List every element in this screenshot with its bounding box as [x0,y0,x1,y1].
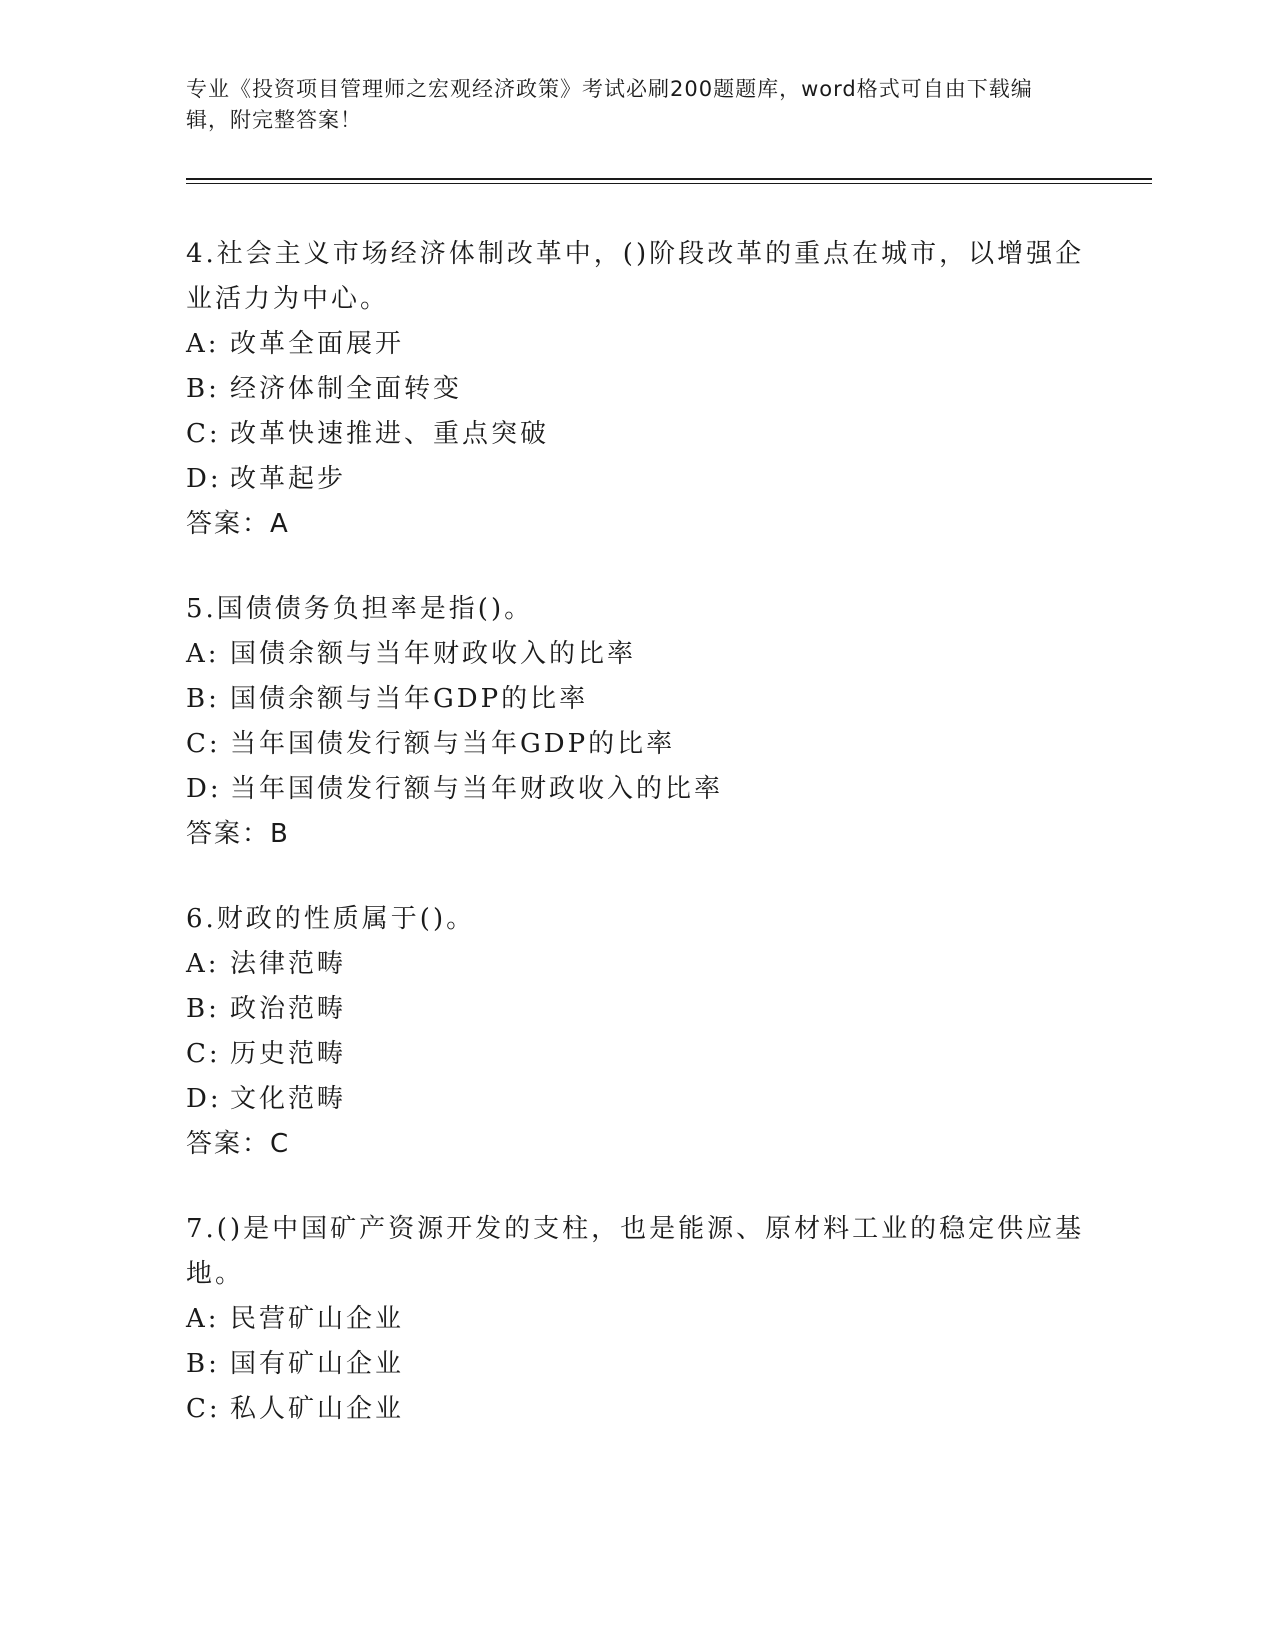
answer: 答案：A [186,509,290,539]
option-b [186,367,1086,412]
answer: 答案：C [186,1129,291,1159]
option-text: 当年国债发行额与当年GDP的比率 [230,729,676,759]
header-divider-top [186,178,1152,180]
option-text: 经济体制全面转变 [230,374,463,404]
option-key: A: [186,1304,220,1334]
option-text: 国债余额与当年财政收入的比率 [230,639,637,669]
option-key: B: [186,684,220,714]
option-key: A: [186,639,220,669]
option-key: B: [186,994,220,1024]
question-stem: 4.社会主义市场经济体制改革中，()阶段改革的重点在城市，以增强企业活力为中心。 [186,239,1085,314]
option-c [186,1387,1086,1432]
question-7 [186,1207,1086,1432]
option-a [186,942,1086,987]
option-key: A: [186,329,220,359]
option-b [186,677,1086,722]
option-key: D: [186,1084,222,1114]
option-c [186,1032,1086,1077]
option-key: C: [186,419,221,449]
option-text: 民营矿山企业 [230,1304,405,1334]
option-a [186,632,1086,677]
option-b [186,1342,1086,1387]
option-d [186,1077,1086,1122]
question-stem: 7.()是中国矿产资源开发的支柱，也是能源、原材料工业的稳定供应基地。 [186,1214,1085,1289]
question-6 [186,897,1086,1167]
option-key: A: [186,949,220,979]
option-c [186,412,1086,457]
option-a [186,322,1086,367]
option-text: 文化范畴 [230,1084,347,1114]
question-list [186,232,1086,1472]
document-header: 专业《投资项目管理师之宏观经济政策》考试必刷200题题库，word格式可自由下载编辑，附完整答案！ [186,77,1033,132]
option-text: 政治范畴 [230,994,347,1024]
option-text: 改革起步 [230,464,347,494]
option-b [186,987,1086,1032]
option-key: B: [186,374,220,404]
option-text: 改革全面展开 [230,329,405,359]
question-stem: 6.财政的性质属于()。 [186,904,476,934]
option-text: 当年国债发行额与当年财政收入的比率 [230,774,724,804]
header-divider-bottom [186,183,1152,184]
option-key: C: [186,1039,221,1069]
answer: 答案：B [186,819,290,849]
option-text: 国债余额与当年GDP的比率 [230,684,589,714]
question-stem: 5.国债债务负担率是指()。 [186,594,534,624]
option-text: 历史范畴 [230,1039,347,1069]
option-c [186,722,1086,767]
option-text: 私人矿山企业 [230,1394,405,1424]
option-a [186,1297,1086,1342]
option-text: 法律范畴 [230,949,347,979]
option-key: B: [186,1349,220,1379]
option-text: 改革快速推进、重点突破 [230,419,550,449]
option-d [186,767,1086,812]
option-d [186,457,1086,502]
question-5 [186,587,1086,857]
option-key: D: [186,464,222,494]
option-text: 国有矿山企业 [230,1349,405,1379]
option-key: C: [186,729,221,759]
option-key: C: [186,1394,221,1424]
option-key: D: [186,774,222,804]
question-4 [186,232,1086,547]
